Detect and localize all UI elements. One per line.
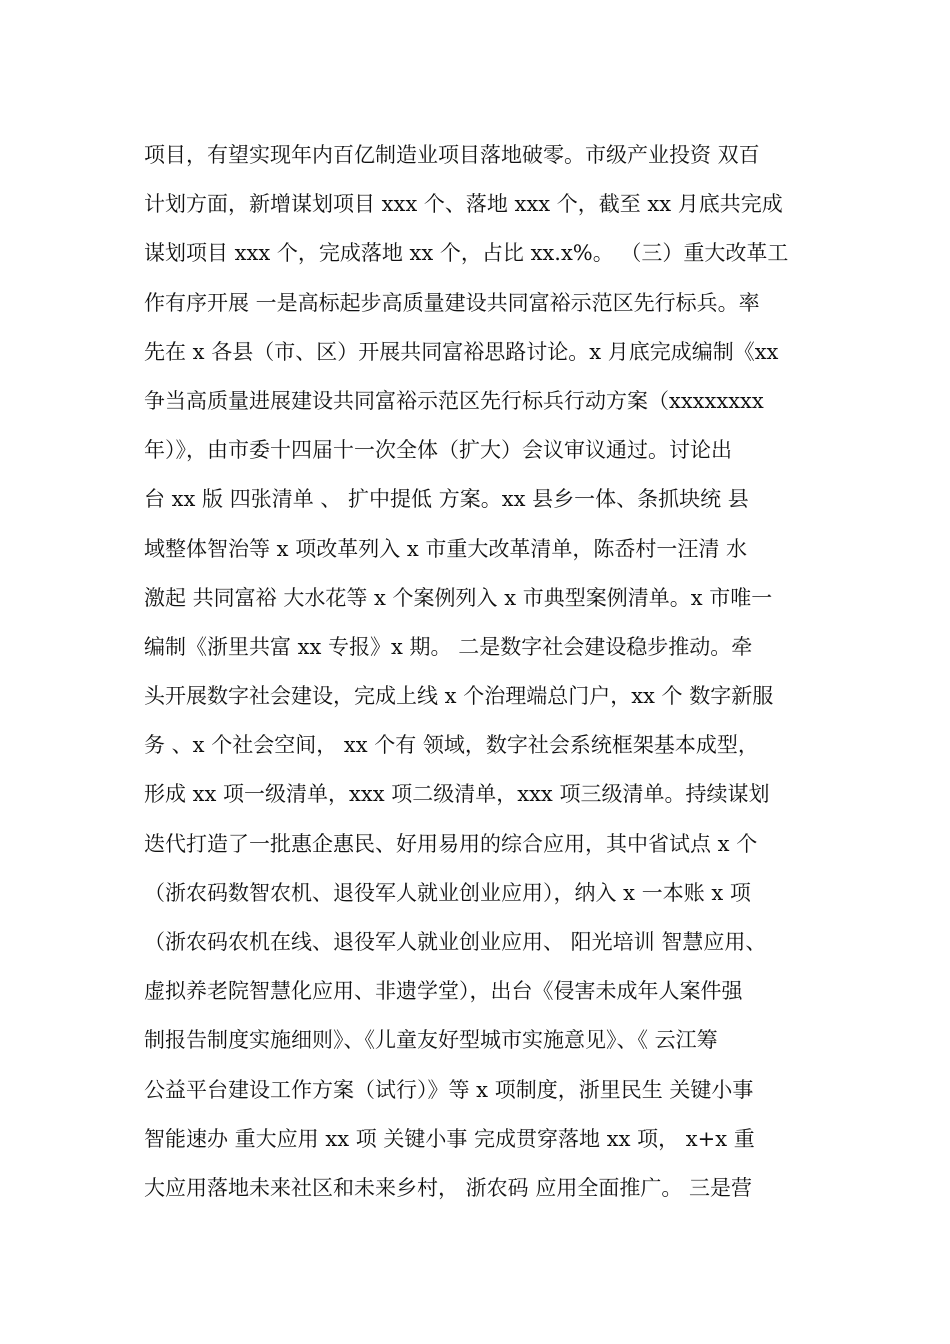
text-line: 域整体智治等 x 项改革列入 x 市重大改革清单，陈岙村一汪清 水 (144, 536, 748, 561)
text-line: （浙农码数智农机、退役军人就业创业应用），纳入 x 一本账 x 项 (144, 880, 751, 905)
text-line: 激起 共同富裕 大水花等 x 个案例列入 x 市典型案例清单。x 市唯一 (144, 585, 773, 610)
text-line: 项目，有望实现年内百亿制造业项目落地破零。市级产业投资 双百 (144, 143, 760, 167)
text-line: 头开展数字社会建设，完成上线 x 个治理端总门户，xx 个 数字新服 (144, 684, 774, 709)
text-line: 谋划项目 xxx 个，完成落地 xx 个，占比 xx.x%。 （三）重大改革工 (144, 241, 789, 266)
text-line: 先在 x 各县（市、区）开展共同富裕思路讨论。x 月底完成编制《xx (144, 339, 779, 364)
text-line: 年）》，由市委十四届十一次全体（扩大）会议审议通过。讨论出 (144, 438, 732, 463)
text-line: 务 、x 个社会空间， xx 个有 领域，数字社会系统框架基本成型， (144, 733, 759, 758)
text-line: 台 xx 版 四张清单 、 扩中提低 方案。xx 县乡一体、条抓块统 县 (144, 487, 749, 512)
text-line: 智能速办 重大应用 xx 项 关键小事 完成贯穿落地 xx 项， x+x 重 (144, 1126, 755, 1151)
text-line: 大应用落地未来社区和未来乡村， 浙农码 应用全面推广。 三是营 (144, 1175, 753, 1200)
text-line: 制报告制度实施细则》、《儿童友好型城市实施意见》、《 云江筹 (144, 1028, 718, 1053)
body-text (144, 131, 844, 1213)
text-line: （浙农码农机在线、退役军人就业创业应用、 阳光培训 智慧应用、 (144, 930, 767, 954)
text-line: 编制《浙里共富 xx 专报》x 期。 二是数字社会建设稳步推动。牵 (144, 634, 753, 659)
text-line: 迭代打造了一批惠企惠民、好用易用的综合应用，其中省试点 x 个 (144, 831, 758, 856)
text-line: 争当高质量进展建设共同富裕示范区先行标兵行动方案（xxxxxxxx (144, 388, 764, 413)
text-line: 公益平台建设工作方案（试行）》等 x 项制度，浙里民生 关键小事 (144, 1077, 754, 1102)
text-line: 作有序开展 一是高标起步高质量建设共同富裕示范区先行标兵。率 (144, 290, 760, 315)
text-line: 形成 xx 项一级清单，xxx 项二级清单，xxx 项三级清单。持续谋划 (144, 782, 770, 807)
text-line: 计划方面，新增谋划项目 xxx 个、落地 xxx 个，截至 xx 月底共完成 (144, 192, 783, 217)
text-line: 虚拟养老院智慧化应用、非遗学堂），出台《侵害未成年人案件强 (144, 979, 743, 1004)
